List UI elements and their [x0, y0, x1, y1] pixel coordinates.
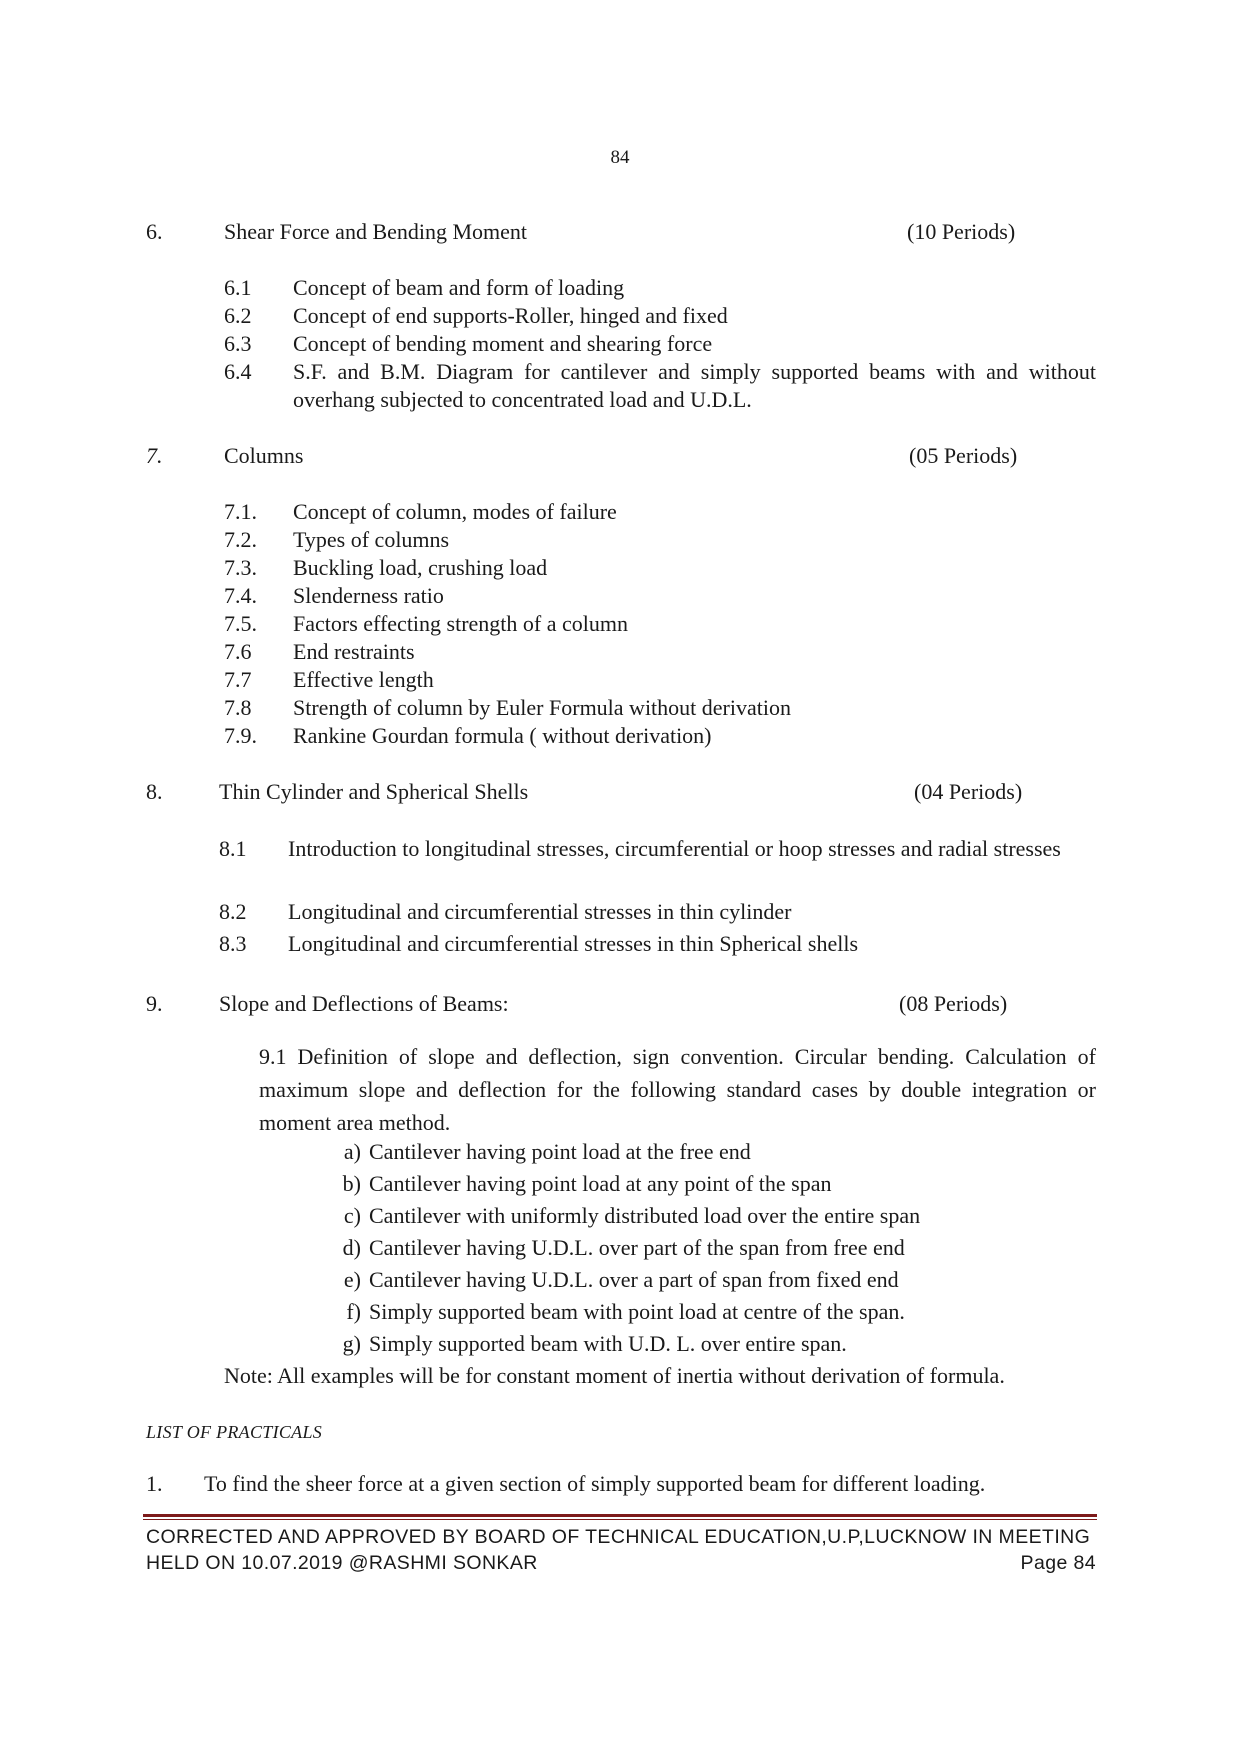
section-6-title: Shear Force and Bending Moment — [224, 219, 528, 244]
footer-line-2 — [146, 1550, 1096, 1576]
item-number: 7.3. — [224, 555, 257, 580]
practicals-heading: LIST OF PRACTICALS — [146, 1422, 323, 1442]
list-item — [219, 930, 1096, 958]
case-text: Cantilever having U.D.L. over part of the span from free end — [369, 1235, 905, 1260]
list-item — [219, 834, 1096, 864]
list-item — [224, 358, 1096, 414]
case-letter: g) — [342, 1331, 361, 1356]
item-number: 8.1 — [219, 836, 247, 861]
list-item — [224, 666, 1096, 694]
section-8-title: Thin Cylinder and Spherical Shells — [219, 779, 529, 804]
list-item — [224, 330, 1096, 358]
list-item — [332, 1138, 751, 1166]
case-text: Simply supported beam with point load at centre of the span. — [369, 1299, 905, 1324]
item-number: 8.2 — [219, 899, 247, 924]
list-item — [224, 498, 1096, 526]
footer-line-1: CORRECTED AND APPROVED BY BOARD OF TECHNICAL EDUCATION,U.P,LUCKNOW IN MEETING — [146, 1526, 1091, 1548]
case-letter: d) — [342, 1235, 361, 1260]
list-item — [332, 1234, 905, 1262]
section-7-title: Columns — [224, 443, 304, 468]
practical-text: To find the sheer force at a given section of simply supported beam for different loading. — [204, 1471, 986, 1496]
item-number: 7.2. — [224, 527, 257, 552]
note-text: Note: All examples will be for constant moment of inertia without derivation of formula. — [224, 1363, 1005, 1388]
list-item — [224, 638, 1096, 666]
section-7-number: 7. — [146, 443, 163, 468]
item-text: Factors effecting strength of a column — [293, 611, 628, 636]
practical-number: 1. — [146, 1471, 163, 1496]
list-item — [224, 274, 1096, 302]
section-6-periods: (10 Periods) — [907, 219, 1016, 244]
list-item — [332, 1298, 905, 1326]
item-number: 7.6 — [224, 639, 252, 664]
item-number: 7.4. — [224, 583, 257, 608]
item-text: Rankine Gourdan formula ( without derivation) — [293, 723, 712, 748]
section-7-periods: (05 Periods) — [909, 443, 1018, 468]
list-item — [332, 1170, 832, 1198]
footer-approval-date: HELD ON 10.07.2019 @RASHMI SONKAR — [146, 1552, 538, 1574]
item-number: 7.9. — [224, 723, 257, 748]
item-number: 6.4 — [224, 359, 252, 384]
list-item — [332, 1266, 899, 1294]
section-6-number: 6. — [146, 219, 163, 244]
footer-rule-thin — [143, 1519, 1097, 1520]
item-text: Types of columns — [293, 527, 450, 552]
list-item — [224, 610, 1096, 638]
item-text: Buckling load, crushing load — [293, 555, 548, 580]
case-text: Cantilever with uniformly distributed load over the entire span — [369, 1203, 921, 1228]
case-text: Cantilever having point load at any point of the span — [369, 1171, 832, 1196]
item-text: Introduction to longitudinal stresses, circumferential or hoop stresses and radial stresses — [288, 836, 1061, 861]
section-8-periods: (04 Periods) — [914, 779, 1023, 804]
item-text: End restraints — [293, 639, 415, 664]
list-item — [224, 302, 1096, 330]
list-item — [224, 554, 1096, 582]
item-number: 6.3 — [224, 331, 252, 356]
item-text: Concept of beam and form of loading — [293, 275, 625, 300]
case-text: Cantilever having U.D.L. over a part of span from fixed end — [369, 1267, 899, 1292]
case-letter: a) — [343, 1139, 361, 1164]
case-letter: e) — [343, 1267, 361, 1292]
list-item — [332, 1330, 847, 1358]
case-letter: f) — [346, 1299, 361, 1324]
item-number: 6.1 — [224, 275, 252, 300]
item-text: Concept of column, modes of failure — [293, 499, 617, 524]
footer-page-label: Page 84 — [1020, 1552, 1096, 1574]
item-number: 7.8 — [224, 695, 252, 720]
item-number: 6.2 — [224, 303, 252, 328]
item-number: 7.7 — [224, 667, 252, 692]
case-letter: b) — [342, 1171, 361, 1196]
item-text: Longitudinal and circumferential stresses in thin Spherical shells — [288, 931, 859, 956]
item-number: 7.5. — [224, 611, 257, 636]
list-item — [224, 526, 1096, 554]
item-text: Concept of bending moment and shearing force — [293, 331, 713, 356]
case-text: Simply supported beam with U.D. L. over entire span. — [369, 1331, 847, 1356]
list-item — [224, 722, 1096, 750]
section-9-number: 9. — [146, 991, 163, 1016]
item-text: Longitudinal and circumferential stresses in thin cylinder — [288, 899, 792, 924]
list-item — [332, 1202, 920, 1230]
item-text: S.F. and B.M. Diagram for cantilever and simply supported beams with and without overhang subjected to concentrated load and U.D.L. — [293, 359, 1096, 412]
list-item — [224, 582, 1096, 610]
page-number: 84 — [610, 147, 630, 168]
item-9-1-text: 9.1 Definition of slope and deflection, sign convention. Circular bending. Calculation of maximum slope and deflection for the following standard cases by double integration or moment area method. — [259, 1044, 1096, 1135]
section-9-title: Slope and Deflections of Beams: — [219, 991, 509, 1016]
section-8-number: 8. — [146, 779, 163, 804]
case-letter: c) — [343, 1203, 361, 1228]
item-text: Strength of column by Euler Formula without derivation — [293, 695, 791, 720]
list-item — [224, 694, 1096, 722]
case-text: Cantilever having point load at the free end — [369, 1139, 751, 1164]
item-text: Slenderness ratio — [293, 583, 444, 608]
item-text: Effective length — [293, 667, 434, 692]
item-number: 7.1. — [224, 499, 257, 524]
item-text: Concept of end supports-Roller, hinged and fixed — [293, 303, 728, 328]
section-9-periods: (08 Periods) — [899, 991, 1008, 1016]
item-number: 8.3 — [219, 931, 247, 956]
footer-rule — [143, 1514, 1097, 1517]
list-item — [219, 898, 1096, 926]
